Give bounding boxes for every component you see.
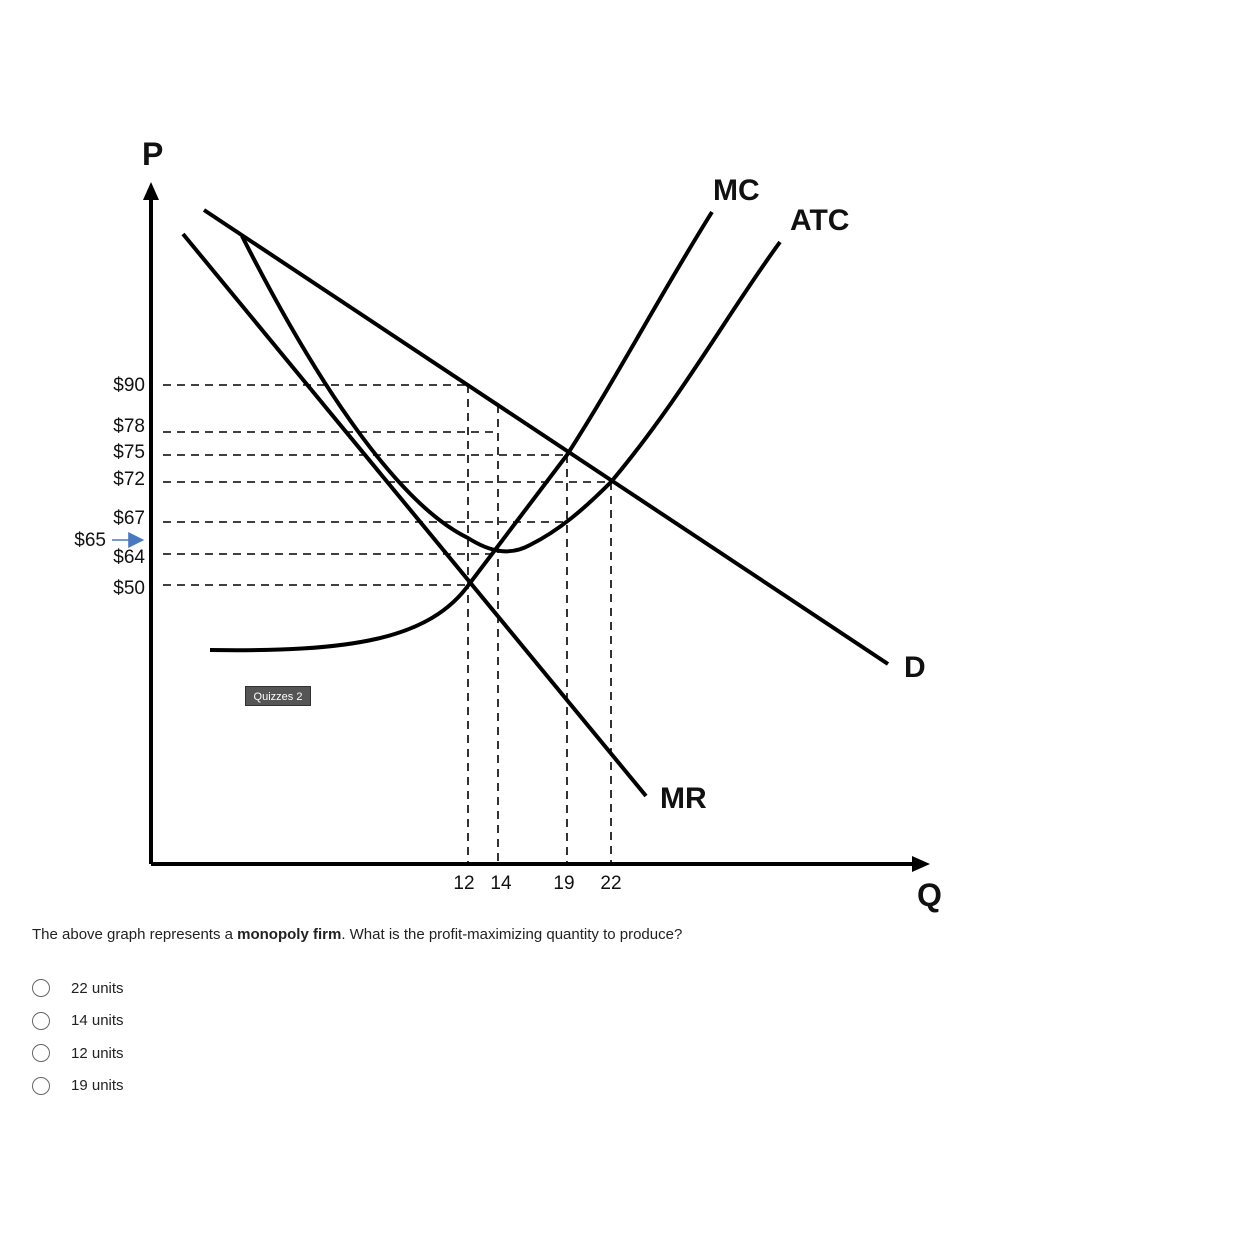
y-axis-title: P [142, 136, 164, 172]
price-tick-65-arrow-label: $65 [74, 530, 106, 551]
radio-button-icon[interactable] [32, 1077, 50, 1095]
quantity-tick-22: 22 [600, 873, 622, 894]
price-tick-67: $67 [113, 508, 145, 529]
quantity-tick-14: 14 [490, 873, 512, 894]
radio-button-icon[interactable] [32, 979, 50, 997]
option-label: 19 units [71, 1077, 124, 1095]
radio-button-icon[interactable] [32, 1044, 50, 1062]
option-14-units[interactable] [32, 1005, 124, 1038]
price-tick-50: $50 [113, 578, 145, 599]
atc-label: ATC [790, 204, 850, 237]
quizzes-badge: Quizzes 2 [245, 686, 311, 706]
y-axis-arrow-icon [143, 182, 159, 200]
option-22-units[interactable] [32, 972, 124, 1005]
option-19-units[interactable] [32, 1070, 124, 1103]
option-12-units[interactable] [32, 1037, 124, 1070]
price-tick-72: $72 [113, 469, 145, 490]
demand-curve [204, 210, 888, 664]
guide-lines [163, 385, 611, 862]
price-tick-78: $78 [113, 416, 145, 437]
question-prefix: The above graph represents a [32, 926, 238, 943]
atc-curve [242, 236, 780, 551]
quantity-tick-19: 19 [553, 873, 575, 894]
option-label: 14 units [71, 1012, 124, 1030]
price-tick-75: $75 [113, 442, 145, 463]
answer-options [32, 972, 124, 1102]
mr-label: MR [660, 782, 707, 815]
question-suffix: . What is the profit-maximizing quantity to produce? [341, 926, 683, 943]
mc-label: MC [713, 174, 760, 207]
price-tick-64: $64 [113, 547, 145, 568]
x-axis-arrow-icon [912, 856, 930, 872]
question-bold: monopoly firm [237, 926, 342, 943]
question-text [32, 926, 1212, 943]
demand-label: D [904, 651, 926, 684]
radio-button-icon[interactable] [32, 1012, 50, 1030]
quantity-tick-12: 12 [453, 873, 475, 894]
price-tick-90: $90 [113, 375, 145, 396]
option-label: 12 units [71, 1044, 124, 1062]
x-axis-title: Q [917, 877, 942, 913]
option-label: 22 units [71, 979, 124, 997]
